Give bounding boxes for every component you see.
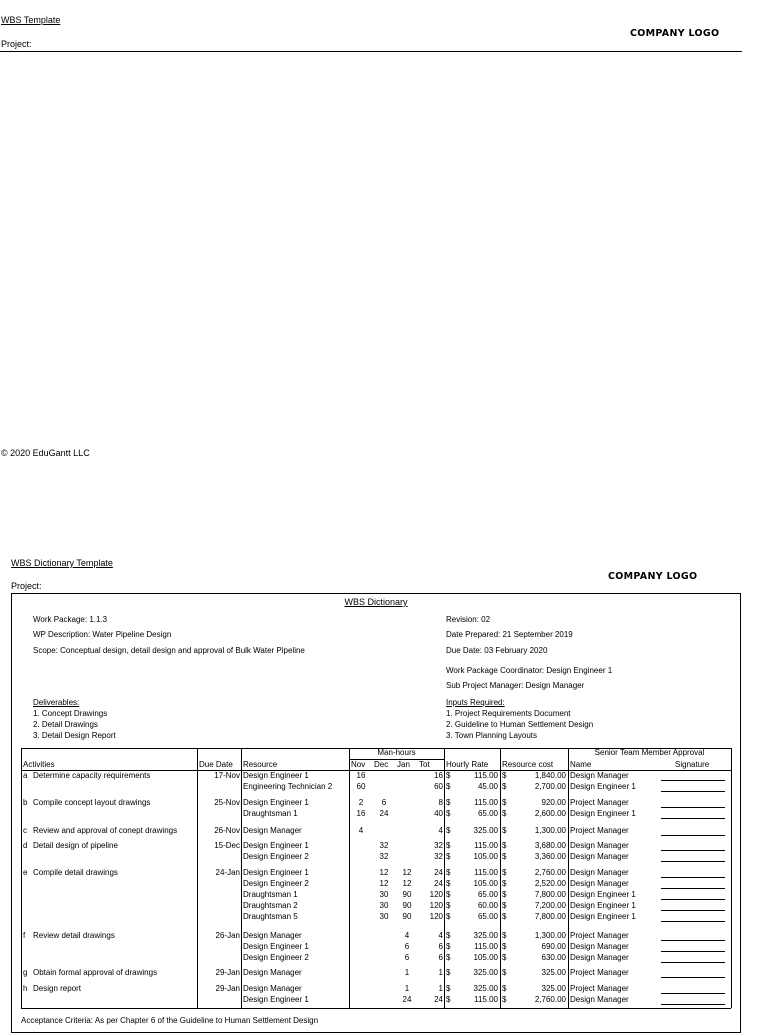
hours-total: 24 xyxy=(434,995,443,1004)
signature-line[interactable] xyxy=(661,791,725,792)
hours-dec: 30 xyxy=(379,912,389,921)
activity-name: Compile detail drawings xyxy=(33,868,118,877)
hours-jan: 4 xyxy=(404,931,410,940)
hourly-rate: 65.00 xyxy=(477,912,498,921)
currency-symbol: $ xyxy=(446,809,451,818)
activity-letter: a xyxy=(23,771,28,780)
approver-name: Project Manager xyxy=(570,798,629,807)
resource-cost: 7,200.00 xyxy=(534,901,566,910)
work-package-coordinator: Work Package Coordinator: Design Engineer 1 xyxy=(446,666,613,675)
activity-name: Obtain formal approval of drawings xyxy=(33,968,158,977)
hours-total: 8 xyxy=(438,798,443,807)
deliverable-item: 3. Detail Design Report xyxy=(33,731,116,740)
hours-dec: 12 xyxy=(379,868,389,877)
currency-symbol: $ xyxy=(446,826,451,835)
col-line xyxy=(500,748,501,1008)
approver-name: Project Manager xyxy=(570,984,629,993)
due-date: Due Date: 03 February 2020 xyxy=(446,646,548,655)
hourly-rate: 45.00 xyxy=(477,782,498,791)
currency-symbol: $ xyxy=(446,968,451,977)
approver-name: Design Engineer 1 xyxy=(570,782,636,791)
col-line xyxy=(444,748,445,1008)
col-line xyxy=(241,748,242,1008)
resource-name: Design Engineer 1 xyxy=(243,995,309,1004)
resource-cost: 1,300.00 xyxy=(534,826,566,835)
hours-dec: 32 xyxy=(379,841,389,850)
hourly-rate: 325.00 xyxy=(473,968,498,977)
hourly-rate: 105.00 xyxy=(473,953,498,962)
resource-cost: 3,360.00 xyxy=(534,852,566,861)
approver-name: Design Manager xyxy=(570,942,629,951)
hours-jan: 12 xyxy=(402,868,412,877)
inputs-title: Inputs Required: xyxy=(446,698,505,707)
currency-symbol: $ xyxy=(446,879,451,888)
resource-name: Design Manager xyxy=(243,968,302,977)
header-due-date: Due Date xyxy=(199,760,233,769)
resource-cost: 2,600.00 xyxy=(534,809,566,818)
header-tot: Tot xyxy=(419,760,430,769)
header-resource: Resource xyxy=(243,760,278,769)
currency-symbol: $ xyxy=(502,901,507,910)
currency-symbol: $ xyxy=(446,868,451,877)
hours-jan: 1 xyxy=(404,984,410,993)
resource-cost: 2,700.00 xyxy=(534,782,566,791)
hours-jan: 90 xyxy=(402,890,412,899)
resource-cost: 325.00 xyxy=(541,984,566,993)
signature-line[interactable] xyxy=(661,940,725,941)
signature-line[interactable] xyxy=(661,807,725,808)
currency-symbol: $ xyxy=(446,953,451,962)
acceptance-criteria: Acceptance Criteria: As per Chapter 6 of the Guideline to Human Settlement Design xyxy=(21,1016,319,1025)
approver-name: Design Manager xyxy=(570,771,629,780)
currency-symbol: $ xyxy=(446,890,451,899)
activity-letter: e xyxy=(23,868,28,877)
hours-total: 16 xyxy=(434,771,443,780)
resource-name: Design Manager xyxy=(243,931,302,940)
hours-total: 24 xyxy=(434,868,443,877)
hours-dec: 24 xyxy=(379,809,389,818)
resource-cost: 1,300.00 xyxy=(534,931,566,940)
page2-company-logo: COMPANY LOGO xyxy=(608,571,698,582)
header-hourly-rate: Hourly Rate xyxy=(446,760,489,769)
hourly-rate: 115.00 xyxy=(474,841,498,850)
resource-cost: 2,760.00 xyxy=(534,995,566,1004)
hourly-rate: 65.00 xyxy=(477,809,498,818)
hours-total: 120 xyxy=(429,912,443,921)
hours-total: 24 xyxy=(434,879,443,888)
hourly-rate: 115.00 xyxy=(474,995,498,1004)
deliverable-item: 2. Detail Drawings xyxy=(33,720,98,729)
resource-name: Draughtsman 1 xyxy=(243,809,298,818)
page2-project-label: Project: xyxy=(11,581,42,591)
currency-symbol: $ xyxy=(446,995,451,1004)
currency-symbol: $ xyxy=(502,852,507,861)
signature-line[interactable] xyxy=(661,1004,725,1005)
hours-total: 1 xyxy=(438,984,443,993)
approver-name: Project Manager xyxy=(570,826,629,835)
activity-name: Design report xyxy=(33,984,82,993)
resource-cost: 7,800.00 xyxy=(534,912,566,921)
hours-jan: 1 xyxy=(404,968,410,977)
hours-jan: 90 xyxy=(402,901,412,910)
resource-cost: 920.00 xyxy=(541,798,566,807)
hours-dec: 6 xyxy=(381,798,387,807)
resource-cost: 2,760.00 xyxy=(534,868,566,877)
activity-due-date: 26-Nov xyxy=(214,826,240,835)
hours-total: 4 xyxy=(438,826,443,835)
approver-name: Design Engineer 1 xyxy=(570,809,636,818)
currency-symbol: $ xyxy=(502,809,507,818)
activity-letter: g xyxy=(23,968,28,977)
approver-name: Design Manager xyxy=(570,953,629,962)
page2-title: WBS Dictionary Template xyxy=(11,558,113,568)
activity-due-date: 29-Jan xyxy=(215,984,240,993)
wp-description: WP Description: Water Pipeline Design xyxy=(33,630,172,639)
hours-total: 40 xyxy=(434,809,443,818)
signature-line[interactable] xyxy=(661,780,725,781)
resource-name: Engineering Technician 2 xyxy=(243,782,333,791)
resource-name: Design Manager xyxy=(243,984,302,993)
resource-name: Design Engineer 2 xyxy=(243,879,309,888)
resource-name: Draughtsman 2 xyxy=(243,901,298,910)
resource-name: Design Engineer 1 xyxy=(243,868,309,877)
hourly-rate: 105.00 xyxy=(473,852,498,861)
activity-due-date: 17-Nov xyxy=(214,771,240,780)
hours-total: 1 xyxy=(438,968,443,977)
page1-company-logo: COMPANY LOGO xyxy=(630,28,720,39)
resource-cost: 3,680.00 xyxy=(534,841,566,850)
currency-symbol: $ xyxy=(446,942,451,951)
hours-total: 32 xyxy=(434,852,443,861)
header-nov: Nov xyxy=(351,760,366,769)
input-item: 2. Guideline to Human Settlement Design xyxy=(446,720,594,729)
approver-name: Design Engineer 1 xyxy=(570,890,636,899)
resource-name: Design Engineer 1 xyxy=(243,771,309,780)
revision: Revision: 02 xyxy=(446,615,491,624)
header-activities: Activities xyxy=(23,760,55,769)
activity-letter: h xyxy=(23,984,28,993)
signature-line[interactable] xyxy=(661,921,725,922)
resource-cost: 2,520.00 xyxy=(534,879,566,888)
hourly-rate: 325.00 xyxy=(473,826,498,835)
resource-name: Design Engineer 1 xyxy=(243,798,309,807)
currency-symbol: $ xyxy=(502,890,507,899)
signature-line[interactable] xyxy=(661,962,725,963)
header-jan: Jan xyxy=(397,760,410,769)
input-item: 3. Town Planning Layouts xyxy=(446,731,538,740)
currency-symbol: $ xyxy=(446,852,451,861)
currency-symbol: $ xyxy=(502,868,507,877)
work-package: Work Package: 1.1.3 xyxy=(33,615,108,624)
hours-nov: 16 xyxy=(356,809,366,818)
signature-line[interactable] xyxy=(661,861,725,862)
currency-symbol: $ xyxy=(446,841,451,850)
page1-project-label: Project: xyxy=(1,39,32,49)
resource-cost: 1,840.00 xyxy=(534,771,566,780)
resource-cost: 7,800.00 xyxy=(534,890,566,899)
approver-name: Design Engineer 1 xyxy=(570,901,636,910)
activity-name: Determine capacity requirements xyxy=(33,771,151,780)
hours-dec: 30 xyxy=(379,901,389,910)
scope: Scope: Conceptual design, detail design and approval of Bulk Water Pipeline xyxy=(33,646,305,655)
hourly-rate: 60.00 xyxy=(477,901,498,910)
hours-nov: 4 xyxy=(358,826,364,835)
deliverable-item: 1. Concept Drawings xyxy=(33,709,108,718)
header-signature: Signature xyxy=(675,760,710,769)
currency-symbol: $ xyxy=(502,995,507,1004)
approver-name: Design Manager xyxy=(570,868,629,877)
signature-line[interactable] xyxy=(661,835,725,836)
signature-line[interactable] xyxy=(661,818,725,819)
hours-jan: 90 xyxy=(402,912,412,921)
currency-symbol: $ xyxy=(446,912,451,921)
signature-line[interactable] xyxy=(661,910,725,911)
resource-name: Design Engineer 1 xyxy=(243,942,309,951)
input-item: 1. Project Requirements Document xyxy=(446,709,571,718)
resource-name: Draughtsman 1 xyxy=(243,890,298,899)
resource-name: Design Engineer 2 xyxy=(243,953,309,962)
hours-total: 60 xyxy=(434,782,443,791)
activity-letter: f xyxy=(23,931,26,940)
activity-name: Detail design of pipeline xyxy=(33,841,118,850)
activity-letter: d xyxy=(23,841,28,850)
hours-total: 120 xyxy=(429,901,443,910)
hours-jan: 12 xyxy=(402,879,412,888)
header-name: Name xyxy=(570,760,592,769)
currency-symbol: $ xyxy=(446,798,451,807)
hours-total: 4 xyxy=(438,931,443,940)
resource-name: Draughtsman 5 xyxy=(243,912,298,921)
approver-name: Design Manager xyxy=(570,879,629,888)
activity-due-date: 15-Dec xyxy=(214,841,240,850)
header-dec: Dec xyxy=(374,760,389,769)
currency-symbol: $ xyxy=(502,912,507,921)
approver-name: Project Manager xyxy=(570,968,629,977)
activity-due-date: 26-Jan xyxy=(215,931,240,940)
col-line xyxy=(21,748,22,1008)
activity-letter: c xyxy=(23,826,27,835)
approver-name: Design Manager xyxy=(570,995,629,1004)
hours-jan: 24 xyxy=(402,995,412,1004)
signature-line[interactable] xyxy=(661,877,725,878)
currency-symbol: $ xyxy=(446,931,451,940)
activity-due-date: 29-Jan xyxy=(215,968,240,977)
activity-due-date: 25-Nov xyxy=(214,798,240,807)
hourly-rate: 65.00 xyxy=(477,890,498,899)
resource-cost: 325.00 xyxy=(541,968,566,977)
hourly-rate: 115.00 xyxy=(474,868,498,877)
approver-name: Design Manager xyxy=(570,852,629,861)
signature-line[interactable] xyxy=(661,888,725,889)
currency-symbol: $ xyxy=(502,879,507,888)
signature-line[interactable] xyxy=(661,993,725,994)
header-approval: Senior Team Member Approval xyxy=(594,748,705,757)
hourly-rate: 325.00 xyxy=(473,984,498,993)
col-line xyxy=(731,748,732,1008)
resource-cost: 630.00 xyxy=(541,953,566,962)
currency-symbol: $ xyxy=(502,942,507,951)
currency-symbol: $ xyxy=(502,771,507,780)
currency-symbol: $ xyxy=(502,968,507,977)
hourly-rate: 115.00 xyxy=(474,798,498,807)
hours-nov: 16 xyxy=(356,771,366,780)
sub-project-manager: Sub Project Manager: Design Manager xyxy=(446,681,585,690)
currency-symbol: $ xyxy=(446,782,451,791)
hours-total: 6 xyxy=(438,942,443,951)
header-man-hours: Man-hours xyxy=(377,748,416,757)
col-line xyxy=(568,748,569,1008)
approver-name: Design Manager xyxy=(570,841,629,850)
currency-symbol: $ xyxy=(446,901,451,910)
resource-name: Design Engineer 1 xyxy=(243,841,309,850)
hours-jan: 6 xyxy=(404,942,410,951)
signature-line[interactable] xyxy=(661,899,725,900)
currency-symbol: $ xyxy=(446,984,451,993)
hourly-rate: 105.00 xyxy=(473,879,498,888)
currency-symbol: $ xyxy=(502,841,507,850)
currency-symbol: $ xyxy=(502,931,507,940)
hours-jan: 6 xyxy=(404,953,410,962)
hours-total: 6 xyxy=(438,953,443,962)
col-line xyxy=(349,748,350,1008)
resource-cost: 690.00 xyxy=(541,942,566,951)
currency-symbol: $ xyxy=(502,826,507,835)
box-title: WBS Dictionary xyxy=(344,597,408,607)
table-bottom-rule xyxy=(21,1008,731,1009)
hours-dec: 12 xyxy=(379,879,389,888)
header-resource-cost: Resource cost xyxy=(502,760,554,769)
currency-symbol: $ xyxy=(502,953,507,962)
currency-symbol: $ xyxy=(502,984,507,993)
hours-dec: 30 xyxy=(379,890,389,899)
approver-name: Design Engineer 1 xyxy=(570,912,636,921)
activity-letter: b xyxy=(23,798,28,807)
page1-copyright: © 2020 EduGantt LLC xyxy=(1,448,90,458)
activity-name: Review detail drawings xyxy=(33,931,115,940)
activity-name: Compile concept layout drawings xyxy=(33,798,151,807)
activity-name: Review and approval of conept drawings xyxy=(33,826,178,835)
hourly-rate: 115.00 xyxy=(474,942,498,951)
signature-line[interactable] xyxy=(661,850,725,851)
date-prepared: Date Prepared: 21 September 2019 xyxy=(446,630,573,639)
page1-title: WBS Template xyxy=(1,15,61,25)
currency-symbol: $ xyxy=(446,771,451,780)
hours-total: 120 xyxy=(429,890,443,899)
signature-line[interactable] xyxy=(661,977,725,978)
resource-name: Design Engineer 2 xyxy=(243,852,309,861)
hourly-rate: 325.00 xyxy=(473,931,498,940)
approver-name: Project Manager xyxy=(570,931,629,940)
hours-total: 32 xyxy=(434,841,443,850)
page1-header-rule xyxy=(0,51,742,52)
hours-nov: 60 xyxy=(356,782,366,791)
hourly-rate: 115.00 xyxy=(474,771,498,780)
signature-line[interactable] xyxy=(661,951,725,952)
activity-due-date: 24-Jan xyxy=(215,868,240,877)
currency-symbol: $ xyxy=(502,798,507,807)
hours-nov: 2 xyxy=(358,798,364,807)
deliverables-title: Deliverables: xyxy=(33,698,80,707)
currency-symbol: $ xyxy=(502,782,507,791)
resource-name: Design Manager xyxy=(243,826,302,835)
hours-dec: 32 xyxy=(379,852,389,861)
